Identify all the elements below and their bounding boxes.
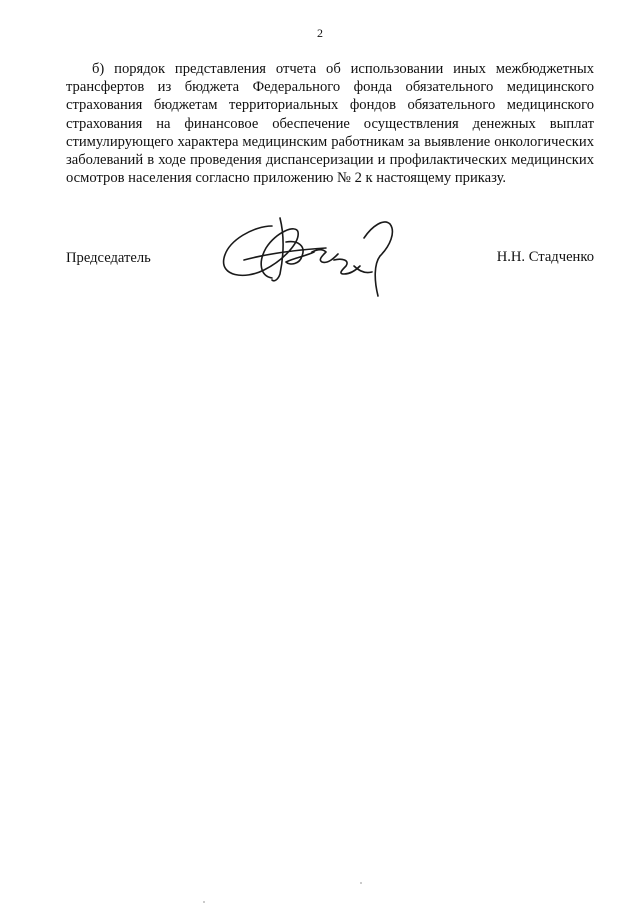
page-number: 2 — [317, 26, 323, 40]
body-paragraph: б) порядок представления отчета об использовании иных межбюджетных трансфертов из бюджета Федерального фонда обязательного медицинского страхования бюджетам территориальных фондов обязательного медицинского страхования на финансовое обеспечение осуществления денежных выплат стимулирующего характера медицинским работникам за выявление онкологических заболеваний в ходе проведения диспансеризации и профилактических медицинских осмотров населения согласно приложению № 2 к настоящему приказу. — [66, 61, 594, 187]
signatory-name: Н.Н. Стадченко — [496, 249, 594, 265]
handwritten-signature — [214, 204, 414, 304]
scan-artifact — [203, 901, 205, 903]
scan-artifact — [360, 882, 362, 884]
signatory-title: Председатель — [66, 250, 151, 266]
signature-block — [66, 200, 594, 310]
